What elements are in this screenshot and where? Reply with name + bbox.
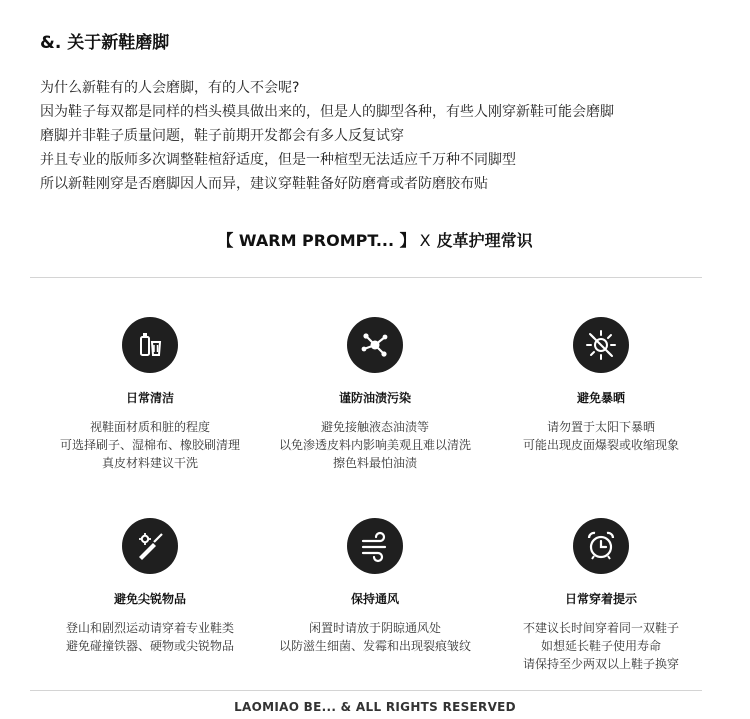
tip-line: 登山和剧烈运动请穿着专业鞋类	[65, 621, 234, 635]
tip-avoid-sharp	[25, 518, 275, 655]
copyright-footer: LAOMIAO BE... & ALL RIGHTS RESERVED	[234, 700, 516, 714]
tip-line: 以免渗透皮料内影响美观且难以清洗	[278, 438, 471, 452]
tip-daily-cleaning	[25, 317, 275, 472]
tip-line: 避免接触液态油渍等	[320, 420, 429, 434]
tip-line: 闲置时请放于阴晾通风处	[308, 621, 441, 635]
tip-line: 请勿置于太阳下暴晒	[546, 420, 655, 434]
tip-title: 谨防油渍污染	[338, 391, 411, 405]
tip-description	[476, 418, 726, 454]
tip-description	[250, 418, 500, 472]
top-divider	[30, 277, 702, 278]
stain-splash-icon	[347, 317, 403, 373]
section-title: &. 关于新鞋磨脚	[40, 33, 170, 53]
tip-line: 如想延长鞋子使用寿命	[540, 639, 661, 653]
tip-daily-wear	[476, 518, 726, 673]
tip-title: 保持通风	[350, 592, 399, 606]
warm-prompt-header	[0, 228, 750, 251]
sharp-tools-icon	[122, 518, 178, 574]
tip-avoid-sun	[476, 317, 726, 454]
cross-symbol: X	[419, 231, 431, 250]
tip-line: 可选择刷子、湿棉布、橡胶刷清理	[59, 438, 240, 452]
no-sun-icon	[573, 317, 629, 373]
cleaning-bottle-icon	[122, 317, 178, 373]
tip-description	[25, 418, 275, 472]
bottom-divider	[30, 690, 702, 691]
intro-text	[40, 76, 730, 196]
intro-line: 并且专业的版师多次调整鞋楦舒适度，但是一种楦型无法适应千万种不同脚型	[40, 152, 516, 168]
tip-title: 日常穿着提示	[564, 592, 637, 606]
tip-line: 真皮材料建议干洗	[101, 456, 198, 470]
tip-title: 避免尖锐物品	[113, 592, 186, 606]
tip-line: 视鞋面材质和脏的程度	[89, 420, 210, 434]
tip-title: 日常清洁	[125, 391, 174, 405]
tip-oil-stain	[250, 317, 500, 472]
tip-description	[476, 619, 726, 673]
tip-description	[250, 619, 500, 655]
tip-line: 避免碰撞铁器、硬物或尖锐物品	[65, 639, 234, 653]
leather-care-label: 皮革护理常识	[436, 231, 533, 250]
tip-title: 避免暴晒	[576, 391, 625, 405]
wind-icon	[347, 518, 403, 574]
tip-description	[25, 619, 275, 655]
intro-line: 因为鞋子每双都是同样的档头模具做出来的，但是人的脚型各种，有些人刚穿新鞋可能会磨脚	[40, 104, 614, 120]
intro-line: 磨脚并非鞋子质量问题，鞋子前期开发都会有多人反复试穿	[40, 128, 404, 144]
tip-line: 请保持至少两双以上鞋子换穿	[522, 657, 679, 671]
warm-prompt-label: 【 WARM PROMPT... 】	[217, 231, 416, 250]
tip-line: 以防滋生细菌、发霉和出现裂痕皱纹	[278, 639, 471, 653]
intro-line: 为什么新鞋有的人会磨脚，有的人不会呢?	[40, 80, 300, 96]
tip-line: 可能出现皮面爆裂或收缩现象	[522, 438, 679, 452]
alarm-clock-icon	[573, 518, 629, 574]
tip-line: 擦色料最怕油渍	[332, 456, 417, 470]
tip-line: 不建议长时间穿着同一双鞋子	[522, 621, 679, 635]
intro-line: 所以新鞋刚穿是否磨脚因人而异，建议穿鞋鞋备好防磨膏或者防磨胶布贴	[40, 176, 488, 192]
tip-ventilation	[250, 518, 500, 655]
